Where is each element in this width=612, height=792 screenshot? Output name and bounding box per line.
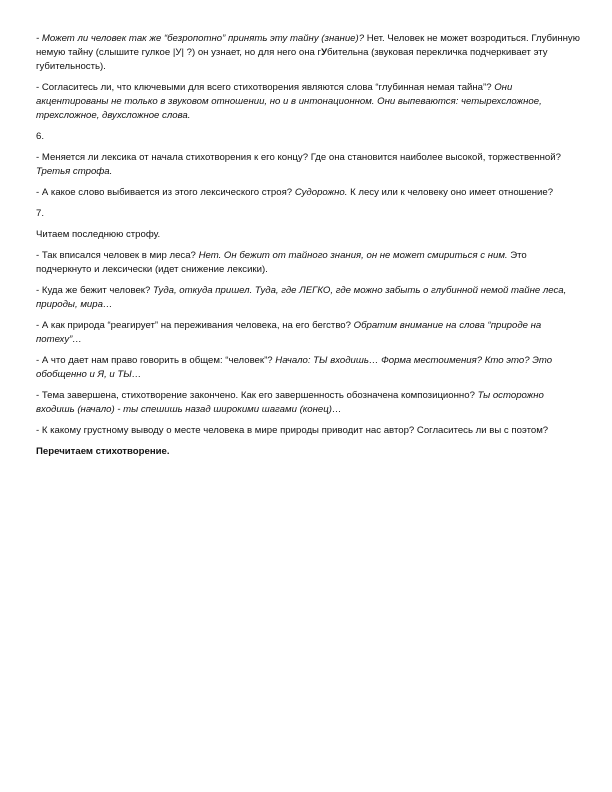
- text-run: Это подчеркнуто и лексически (идет снижение лексики).: [36, 250, 527, 275]
- text-run: Нет. Он бежит от тайного знания, он не может смириться с ним.: [198, 250, 508, 261]
- text-run: Туда, откуда пришел. Туда, где ЛЕГКО, где можно забыть о глубинной немой тайне леса, природы, мира…: [36, 285, 567, 310]
- text-run: - Тема завершена, стихотворение закончено. Как его завершенность обозначена композиционно?: [36, 390, 478, 401]
- paragraph-odd-word: [36, 186, 582, 200]
- text-run: - Так вписался человек в мир леса?: [36, 250, 199, 261]
- paragraph-composition: [36, 389, 582, 417]
- paragraph-read-last-stanza: [36, 228, 582, 242]
- text-run: У: [321, 47, 328, 58]
- paragraph-nature-reaction: [36, 319, 582, 347]
- text-run: - А как природа “реагирует” на переживания человека, на его бегство?: [36, 320, 354, 331]
- paragraph-general-man: [36, 354, 582, 382]
- paragraph-where-running: [36, 284, 582, 312]
- paragraph-conclusion-question: [36, 424, 582, 438]
- text-run: - Куда же бежит человек?: [36, 285, 153, 296]
- text-run: Перечитаем стихотворение.: [36, 446, 170, 457]
- text-run: Начало: ТЫ входишь… Форма местоимения? Кто это? Это обобщенно и Я, и ТЫ…: [36, 355, 553, 380]
- text-run: Они акцентированы не только в звуковом отношении, но и в интонационном. Они выпеваются: четырехсложное, трехсложное, двухсложное слова.: [36, 82, 542, 121]
- text-run: 6.: [36, 131, 45, 142]
- text-run: Ты осторожно входишь (начало) - ты спешишь назад широкими шагами (конец)…: [36, 390, 544, 415]
- text-run: - Может ли человек так же “безропотно” принять эту тайну (знание)?: [36, 33, 365, 44]
- text-run: - Согласитесь ли, что ключевыми для всего стихотворения являются слова “глубинная немая тайна”?: [36, 82, 495, 93]
- text-run: Читаем последнюю строфу.: [36, 229, 161, 240]
- text-run: - А какое слово выбивается из этого лексического строя?: [36, 187, 295, 198]
- paragraph-question-acceptance: [36, 32, 582, 74]
- text-run: Обратим внимание на слова “природе на потеху”…: [36, 320, 542, 345]
- text-run: 7.: [36, 208, 45, 219]
- text-run: Судорожно.: [294, 187, 348, 198]
- text-run: Третья строфа.: [36, 166, 113, 177]
- text-run: бительна (звуковая перекличка подчеркивает эту губительность).: [36, 47, 548, 72]
- text-run: - Меняется ли лексика от начала стихотворения к его концу? Где она становится наиболее высокой, торжественной?: [36, 152, 561, 163]
- text-run: Нет. Человек не может возродиться. Глубинную немую тайну (слышите гулкое |У| ?) он узнает, но для него она г: [36, 33, 580, 58]
- text-run: - А что дает нам право говорить в общем: “человек”?: [36, 355, 276, 366]
- text-run: К лесу или к человеку оно имеет отношение?: [347, 187, 554, 198]
- text-run: - К какому грустному выводу о месте человека в мире природы приводит нас автор? Согласитесь ли вы с поэтом?: [36, 425, 549, 436]
- paragraph-lexicon-change: [36, 151, 582, 179]
- paragraph-reread: [36, 445, 582, 459]
- paragraph-man-in-forest: [36, 249, 582, 277]
- section-number-7: [36, 207, 582, 221]
- section-number-6: [36, 130, 582, 144]
- document-body: [36, 32, 582, 466]
- paragraph-key-words: [36, 81, 582, 123]
